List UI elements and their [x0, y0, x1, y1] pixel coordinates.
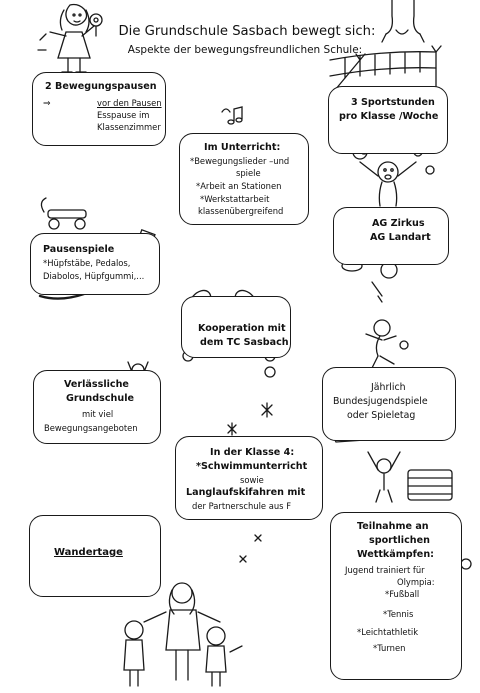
box-line: oder Spieletag: [347, 410, 416, 421]
box-line: Langlaufskifahren mit: [186, 487, 306, 498]
box-line: pro Klasse /Woche: [339, 111, 439, 122]
box-line: spiele: [236, 168, 261, 178]
box-bundesjugendspiele: [322, 367, 456, 441]
arrow-right-icon: ⇒: [43, 99, 51, 109]
box-title: 2 Bewegungspausen: [45, 81, 157, 92]
box-line: Olympia:: [397, 577, 435, 587]
box-line: der Partnerschule aus F: [192, 501, 292, 511]
box-kooperation: [181, 296, 291, 358]
box-line: *Leichtathletik: [357, 627, 419, 637]
box-line: *Bewegungslieder –und: [190, 156, 290, 166]
page-title: Die Grundschule Sasbach bewegt sich:: [118, 24, 376, 39]
box-line: Wettkämpfen:: [357, 549, 434, 560]
box-wettkaempfe: [330, 512, 462, 680]
box-line: *Turnen: [373, 643, 406, 653]
box-line: *Fußball: [385, 589, 420, 599]
box-line: sportlichen: [369, 535, 430, 546]
box-line: Grundschule: [66, 393, 134, 404]
box-wandertage: [29, 515, 161, 597]
box-klasse-4: [175, 436, 323, 520]
handstand-figure-top-right: [382, 0, 424, 42]
box-line: Esspause im: [97, 110, 150, 120]
box-line: Kooperation mit: [198, 323, 286, 334]
music-notes-icon: [222, 107, 242, 124]
running-kid-illustration: [366, 320, 408, 372]
box-pausenspiele: [30, 233, 160, 295]
box-line: Teilnahme an: [357, 521, 429, 532]
box-line: *Tennis: [383, 609, 414, 619]
box-line: Jährlich: [371, 382, 406, 393]
box-unterricht: [179, 133, 309, 225]
kid-with-box-illustration: [368, 452, 452, 502]
box-line: dem TC Sasbach: [200, 337, 289, 348]
box-line: vor den Pausen: [97, 98, 162, 108]
box-line: Bewegungsangeboten: [44, 423, 138, 433]
kids-group-illustration: [124, 583, 242, 686]
box-line: Diabolos, Hüpfgummi,...: [43, 271, 145, 281]
box-ag: [333, 207, 449, 265]
box-bewegungspausen: [32, 72, 166, 146]
box-verlaessliche-grundschule: [33, 370, 161, 444]
box-line: mit viel: [82, 409, 114, 419]
box-line: *Werkstattarbeit: [200, 194, 270, 204]
box-line: Jugend trainiert für: [345, 565, 425, 575]
girl-illustration-top-left: [38, 5, 102, 73]
pedalo-illustration: [41, 198, 86, 229]
page-subtitle: Aspekte der bewegungsfreundlichen Schule:: [127, 44, 363, 56]
box-title: Pausenspiele: [43, 244, 115, 255]
box-line: 3 Sportstunden: [351, 97, 435, 108]
box-line: AG Zirkus: [372, 218, 425, 229]
box-line: klassenübergreifend: [198, 206, 284, 216]
box-title: Im Unterricht:: [204, 142, 281, 153]
box-line: Bundesjugendspiele: [333, 396, 428, 407]
box-label: Wandertage: [54, 547, 123, 558]
box-line: sowie: [240, 475, 264, 485]
box-line: AG Landart: [370, 232, 431, 243]
box-line: Verlässliche: [64, 379, 129, 390]
box-line: Klassenzimmer: [97, 122, 161, 132]
box-line: *Arbeit an Stationen: [196, 181, 282, 191]
box-line: *Schwimmunterricht: [196, 461, 308, 472]
box-line: In der Klasse 4:: [210, 447, 295, 458]
box-sportstunden: [328, 86, 448, 154]
box-line: *Hüpfstäbe, Pedalos,: [43, 258, 131, 268]
